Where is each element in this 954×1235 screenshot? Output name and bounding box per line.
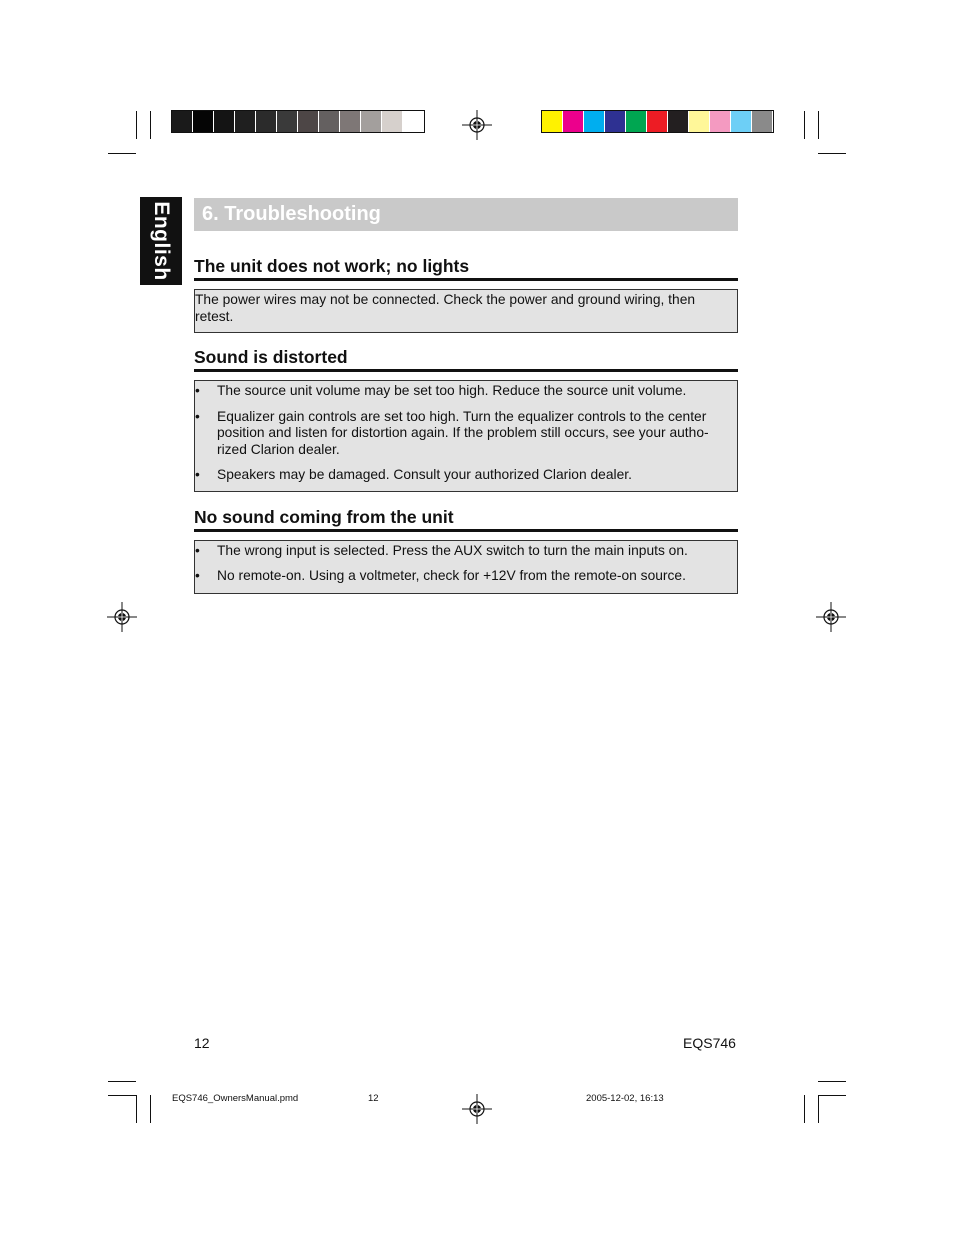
slug-page: 12: [368, 1093, 379, 1104]
slug-timestamp: 2005-12-02, 16:13: [586, 1093, 664, 1104]
list-item-text: The source unit volume may be set too high. Reduce the source unit volume.: [217, 383, 687, 398]
list-item: [195, 543, 737, 560]
list-item-text: The wrong input is selected. Press the AUX switch to turn the main inputs on.: [217, 543, 688, 558]
color-swatch: [319, 111, 340, 132]
registration-mark-icon: [462, 110, 492, 140]
color-swatch: [193, 111, 214, 132]
bullet-icon: •: [195, 567, 200, 583]
crop-mark: [136, 111, 137, 139]
list-item: [195, 467, 737, 484]
color-swatch: [689, 111, 710, 132]
solution-box: [194, 289, 738, 333]
crop-mark: [108, 1095, 136, 1096]
bullet-icon: •: [195, 383, 200, 398]
crop-mark: [818, 111, 819, 139]
color-swatch: [361, 111, 382, 132]
color-swatch: [584, 111, 605, 132]
crop-mark: [818, 1095, 846, 1096]
color-swatch: [605, 111, 626, 132]
bullet-icon: •: [195, 467, 200, 482]
language-tab-label: English: [150, 201, 173, 281]
color-swatch: [235, 111, 256, 132]
model-number: EQS746: [683, 1035, 736, 1051]
color-swatch: [340, 111, 361, 132]
crop-mark: [818, 1081, 846, 1082]
problem-heading: Sound is distorted: [194, 347, 738, 372]
color-swatch: [298, 111, 319, 132]
list-item-text: No remote-on. Using a voltmeter, check for +12V from the remote-on source.: [217, 567, 686, 583]
registration-mark-icon: [107, 602, 137, 632]
language-tab: [140, 197, 182, 285]
color-swatch: [668, 111, 689, 132]
solution-text: The power wires may not be connected. Check the power and ground wiring, then retest.: [195, 292, 696, 324]
color-swatch: [710, 111, 731, 132]
crop-mark: [818, 153, 846, 154]
color-swatch: [752, 111, 773, 132]
color-swatch: [626, 111, 647, 132]
list-item: [195, 383, 737, 400]
registration-mark-icon: [462, 1094, 492, 1124]
color-swatch: [214, 111, 235, 132]
crop-mark: [108, 153, 136, 154]
color-swatch: [172, 111, 193, 132]
crop-mark: [804, 1095, 805, 1123]
crop-mark: [136, 1095, 137, 1123]
color-swatch: [403, 111, 424, 132]
registration-mark-icon: [816, 602, 846, 632]
grayscale-color-bar: [172, 111, 424, 132]
solution-box: [194, 380, 738, 492]
page-number: 12: [194, 1035, 210, 1051]
color-swatch: [277, 111, 298, 132]
color-swatch: [647, 111, 668, 132]
bullet-icon: •: [195, 408, 200, 424]
list-item: [195, 568, 737, 585]
crop-mark: [150, 111, 151, 139]
color-swatch: [563, 111, 584, 132]
crop-mark: [818, 1095, 819, 1123]
section-title: 6. Troubleshooting: [194, 198, 738, 231]
problem-heading: The unit does not work; no lights: [194, 256, 738, 281]
problem-heading: No sound coming from the unit: [194, 507, 738, 532]
solution-box: [194, 540, 738, 594]
crop-mark: [150, 1095, 151, 1123]
process-color-bar: [542, 111, 773, 132]
slug-filename: EQS746_OwnersManual.pmd: [172, 1093, 299, 1104]
bullet-icon: •: [195, 543, 200, 558]
list-item-text: Equalizer gain controls are set too high. Turn the equalizer controls to the center position and listen for distortion again. If the problem still occurs, see your autho-rized Clarion dealer.: [217, 408, 709, 457]
color-swatch: [256, 111, 277, 132]
crop-mark: [804, 111, 805, 139]
color-swatch: [382, 111, 403, 132]
crop-mark: [108, 1081, 136, 1082]
color-swatch: [542, 111, 563, 132]
list-item-text: Speakers may be damaged. Consult your authorized Clarion dealer.: [217, 467, 632, 482]
list-item: [195, 409, 737, 459]
color-swatch: [731, 111, 752, 132]
